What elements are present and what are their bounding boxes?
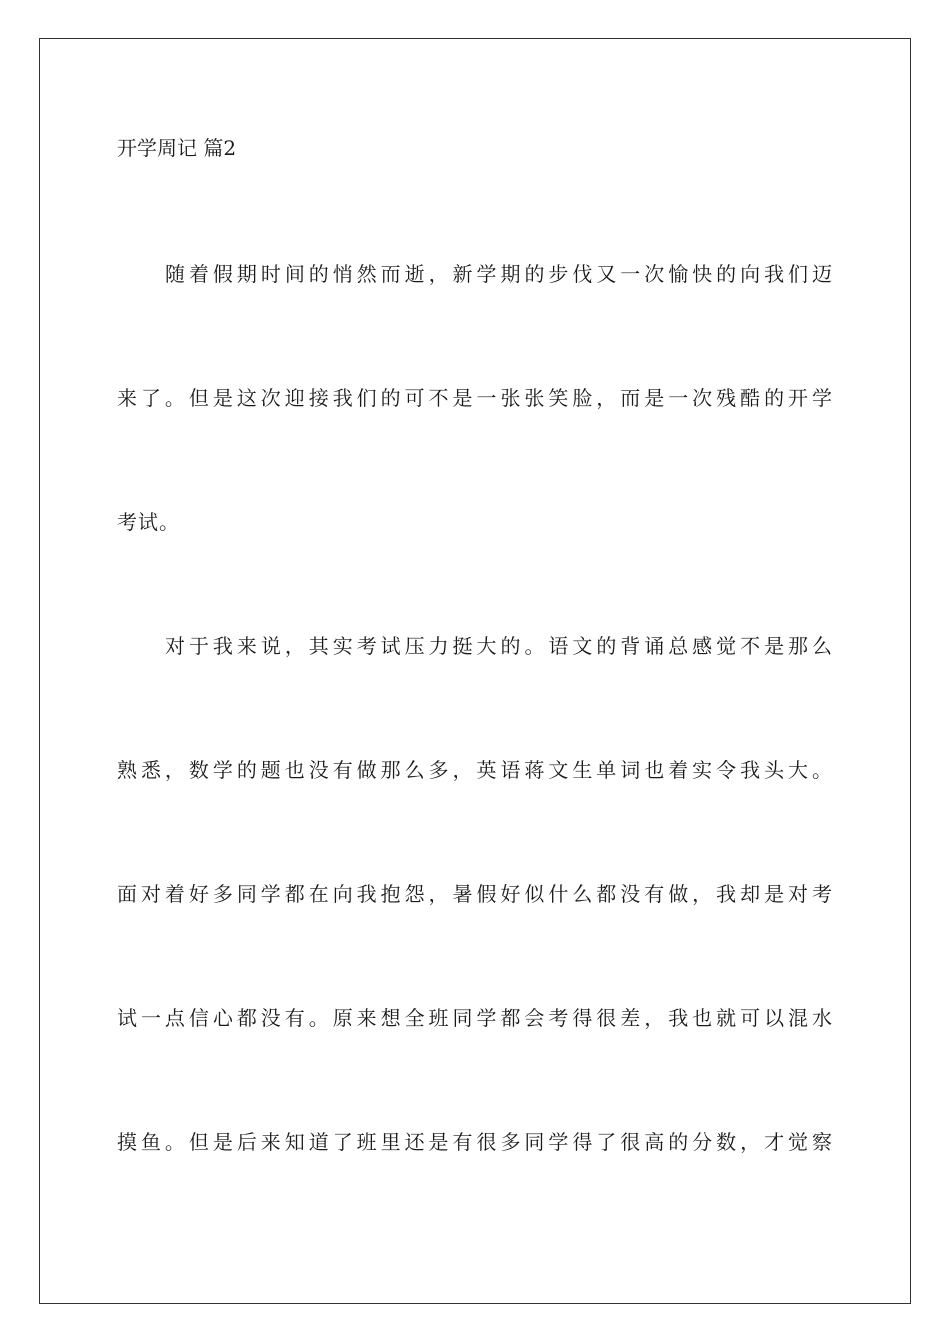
- paragraph-line: 摸鱼。但是后来知道了班里还是有很多同学得了很高的分数，才觉察: [117, 1130, 833, 1154]
- paragraph-line: 熟悉，数学的题也没有做那么多，英语蒋文生单词也着实令我头大。: [117, 758, 833, 782]
- paragraph-line: 对于我来说，其实考试压力挺大的。语文的背诵总感觉不是那么: [165, 634, 833, 658]
- document-title: 开学周记 篇2: [117, 136, 237, 160]
- paragraph-line: 考试。: [117, 510, 180, 534]
- paragraph-line: 来了。但是这次迎接我们的可不是一张张笑脸，而是一次残酷的开学: [117, 386, 833, 410]
- page-border: [39, 38, 911, 1304]
- paragraph-line: 面对着好多同学都在向我抱怨，暑假好似什么都没有做，我却是对考: [117, 882, 833, 906]
- paragraph-line: 试一点信心都没有。原来想全班同学都会考得很差，我也就可以混水: [117, 1006, 833, 1030]
- paragraph-line: 随着假期时间的悄然而逝，新学期的步伐又一次愉快的向我们迈: [165, 262, 833, 286]
